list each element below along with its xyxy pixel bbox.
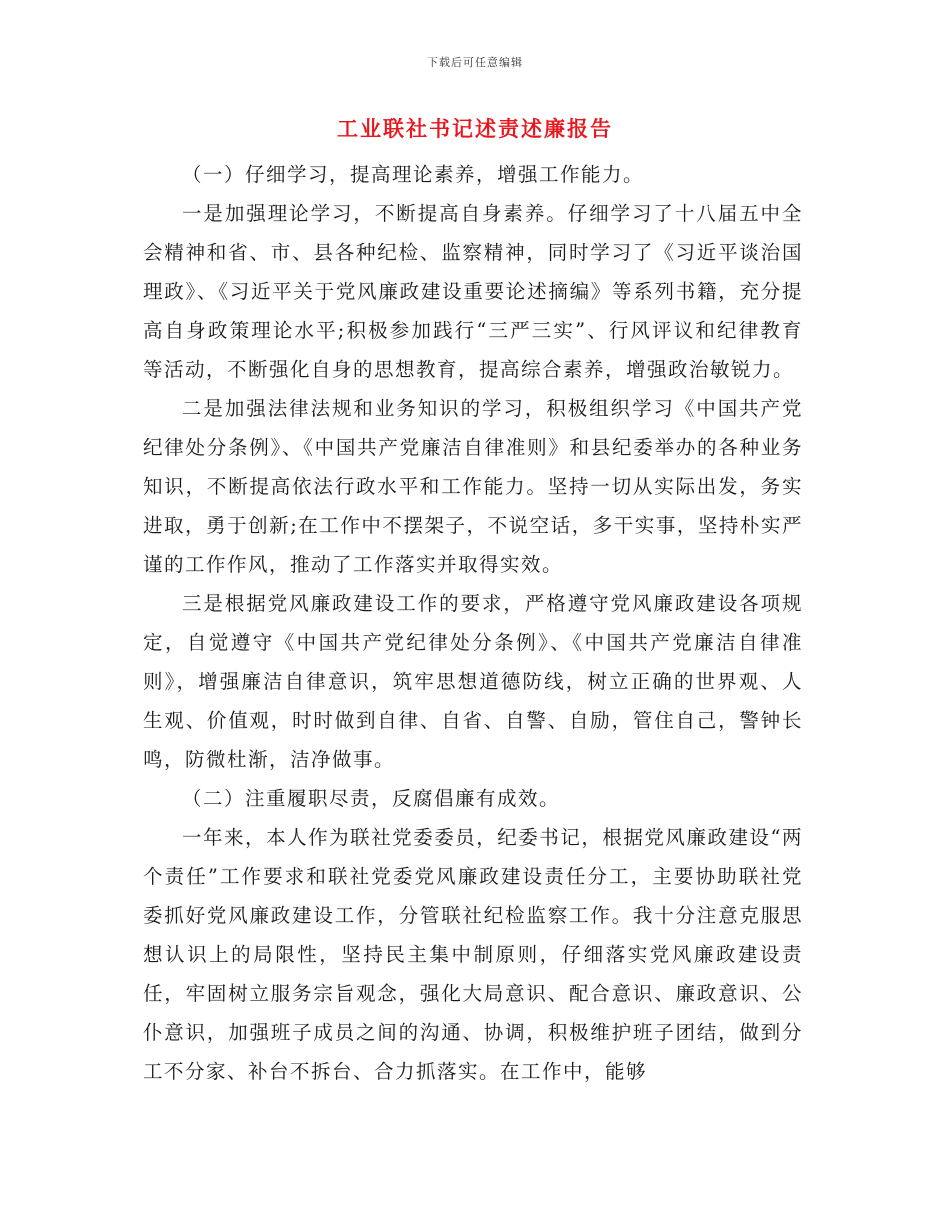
document-body (143, 155, 803, 1091)
paragraph-theory-study: 一是加强理论学习，不断提高自身素养。仔细学习了十八届五中全会精神和省、市、县各种纪检、监察精神，同时学习了《习近平谈治国理政》、《习近平关于党风廉政建设重要论述摘编》等系列书籍，充分提高自身政策理论水平;积极参加践行“三严三实”、行风评议和纪律教育等活动，不断强化自身的思想教育，提高综合素养，增强政治敏锐力。 (143, 202, 803, 381)
section-heading-1: （一）仔细学习，提高理论素养，增强工作能力。 (182, 163, 645, 186)
header-note: 下载后可任意编辑 (427, 56, 523, 69)
paragraph-discipline: 三是根据党风廉政建设工作的要求，严格遵守党风廉政建设各项规定，自觉遵守《中国共产党纪律处分条例》、《中国共产党廉洁自律准则》，增强廉洁自律意识，筑牢思想道德防线，树立正确的世界观、人生观、价值观，时时做到自律、自省、自警、自励，管住自己，警钟长鸣，防微杜渐，洁净做事。 (143, 592, 803, 771)
paragraph-law-study: 二是加强法律法规和业务知识的学习，积极组织学习《中国共产党纪律处分条例》、《中国共产党廉洁自律准则》和县纪委举办的各种业务知识，不断提高依法行政水平和工作能力。坚持一切从实际出发，务实进取，勇于创新;在工作中不摆架子，不说空话，多干实事，坚持朴实严谨的工作作风，推动了工作落实并取得实效。 (143, 397, 803, 576)
section-heading-2: （二）注重履职尽责，反腐倡廉有成效。 (182, 787, 561, 810)
document-title: 工业联社书记述责述廉报告 (337, 117, 613, 141)
paragraph-duty: 一年来，本人作为联社党委委员，纪委书记，根据党风廉政建设“两个责任”工作要求和联社党委党风廉政建设责任分工，主要协助联社党委抓好党风廉政建设工作，分管联社纪检监察工作。我十分注意克服思想认识上的局限性，坚持民主集中制原则，仔细落实党风廉政建设责任，牢固树立服务宗旨观念，强化大局意识、配合意识、廉政意识、公仆意识，加强班子成员之间的沟通、协调，积极维护班子团结，做到分工不分家、补台不拆台、合力抓落实。在工作中，能够 (143, 826, 803, 1083)
